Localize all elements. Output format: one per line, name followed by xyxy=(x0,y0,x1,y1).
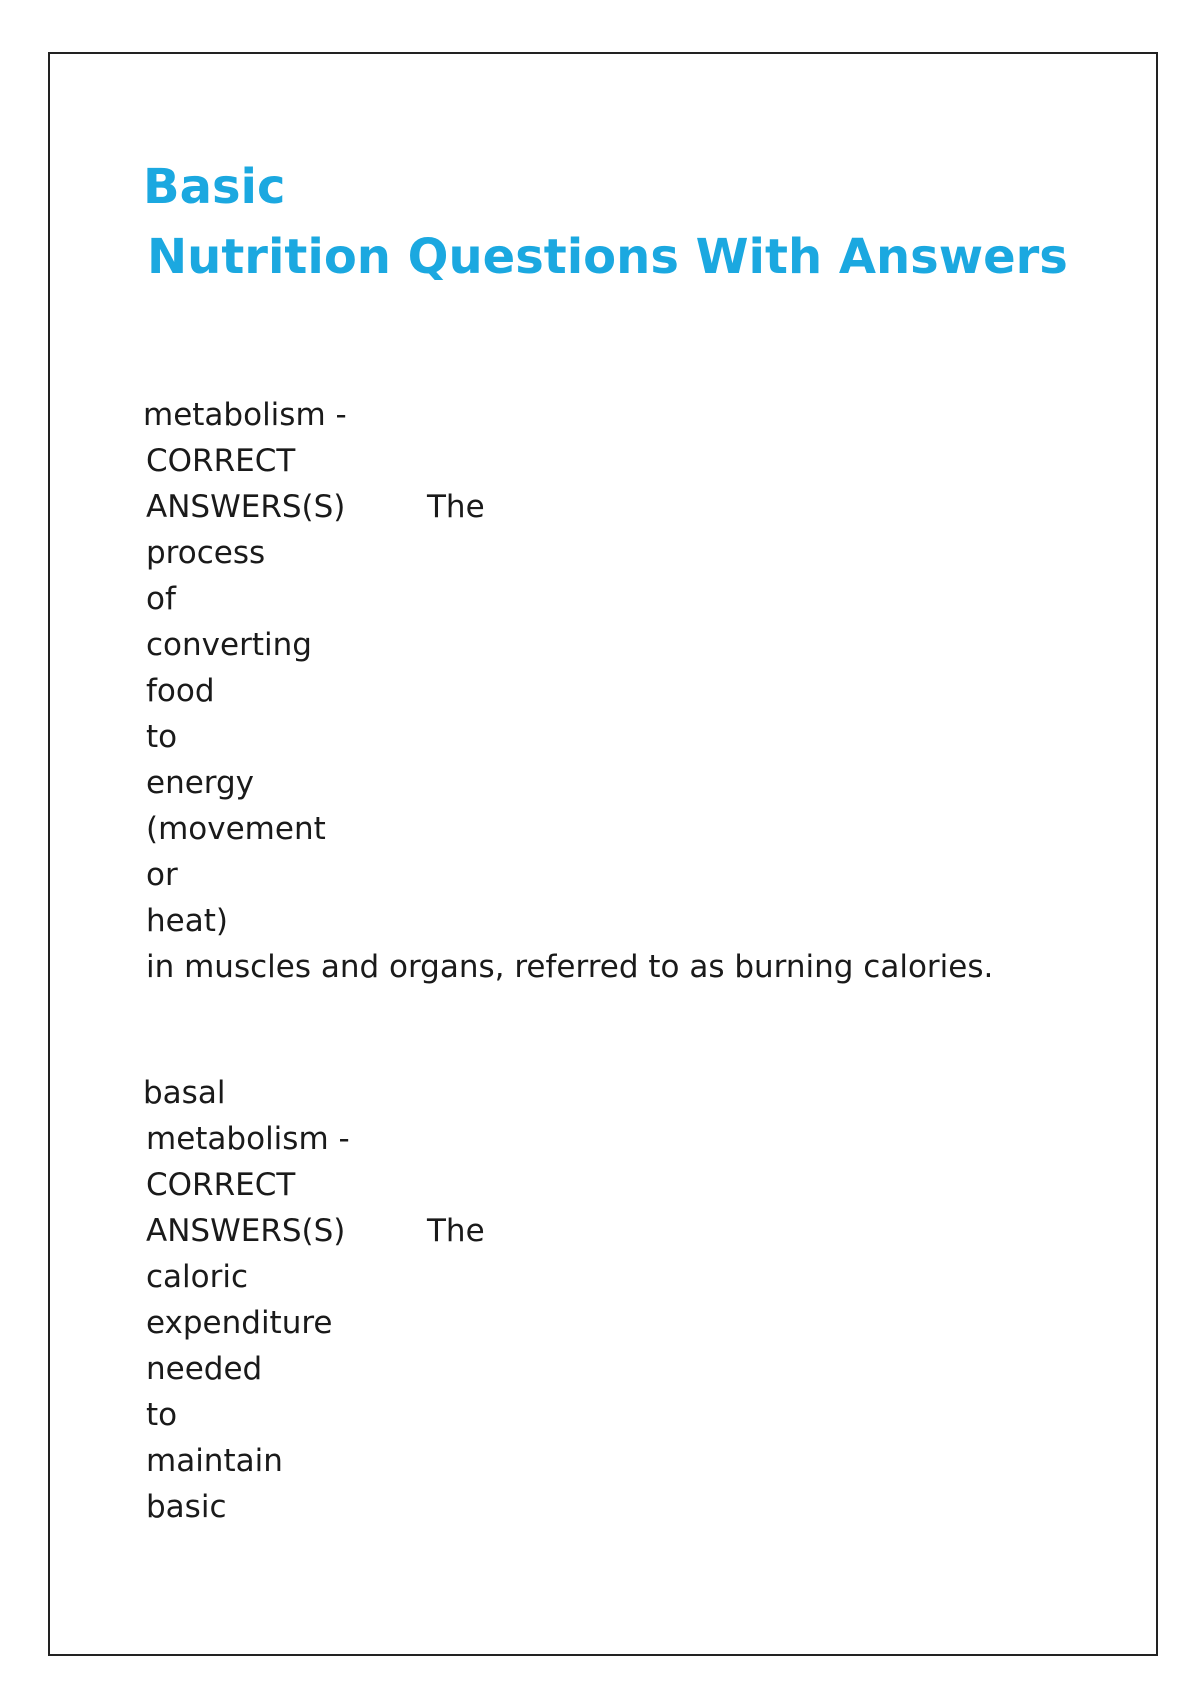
answer-line: converting xyxy=(146,627,312,663)
title-line-1: Basic xyxy=(143,159,286,215)
answer-line: food xyxy=(146,673,215,709)
answer-line: in muscles and organs, referred to as burning calories. xyxy=(146,949,994,985)
term-line: metabolism - xyxy=(146,1121,350,1157)
term-line: metabolism - xyxy=(143,397,347,433)
answer-line: basic xyxy=(146,1489,227,1525)
answer-line: needed xyxy=(146,1351,263,1387)
answer-line: caloric xyxy=(146,1259,249,1295)
term-line: basal xyxy=(143,1075,226,1111)
answer-line: expenditure xyxy=(146,1305,333,1341)
answer-start: The xyxy=(427,489,485,525)
document-title xyxy=(143,152,1068,292)
answer-line: to xyxy=(146,1397,178,1433)
answer-line: process xyxy=(146,535,266,571)
term-line: ANSWERS(S) xyxy=(146,1213,346,1249)
answer-line: heat) xyxy=(146,903,228,939)
answer-line: (movement xyxy=(146,811,326,847)
answer-line: to xyxy=(146,719,178,755)
term-line: CORRECT xyxy=(146,1167,296,1203)
answer-start: The xyxy=(427,1213,485,1249)
term-line: ANSWERS(S) xyxy=(146,489,346,525)
page-border xyxy=(48,52,1158,1656)
title-line-2: Nutrition Questions With Answers xyxy=(147,229,1068,285)
answer-line: maintain xyxy=(146,1443,283,1479)
answer-line: or xyxy=(146,857,178,893)
answer-line: of xyxy=(146,581,176,617)
term-line: CORRECT xyxy=(146,443,296,479)
answer-line: energy xyxy=(146,765,255,801)
